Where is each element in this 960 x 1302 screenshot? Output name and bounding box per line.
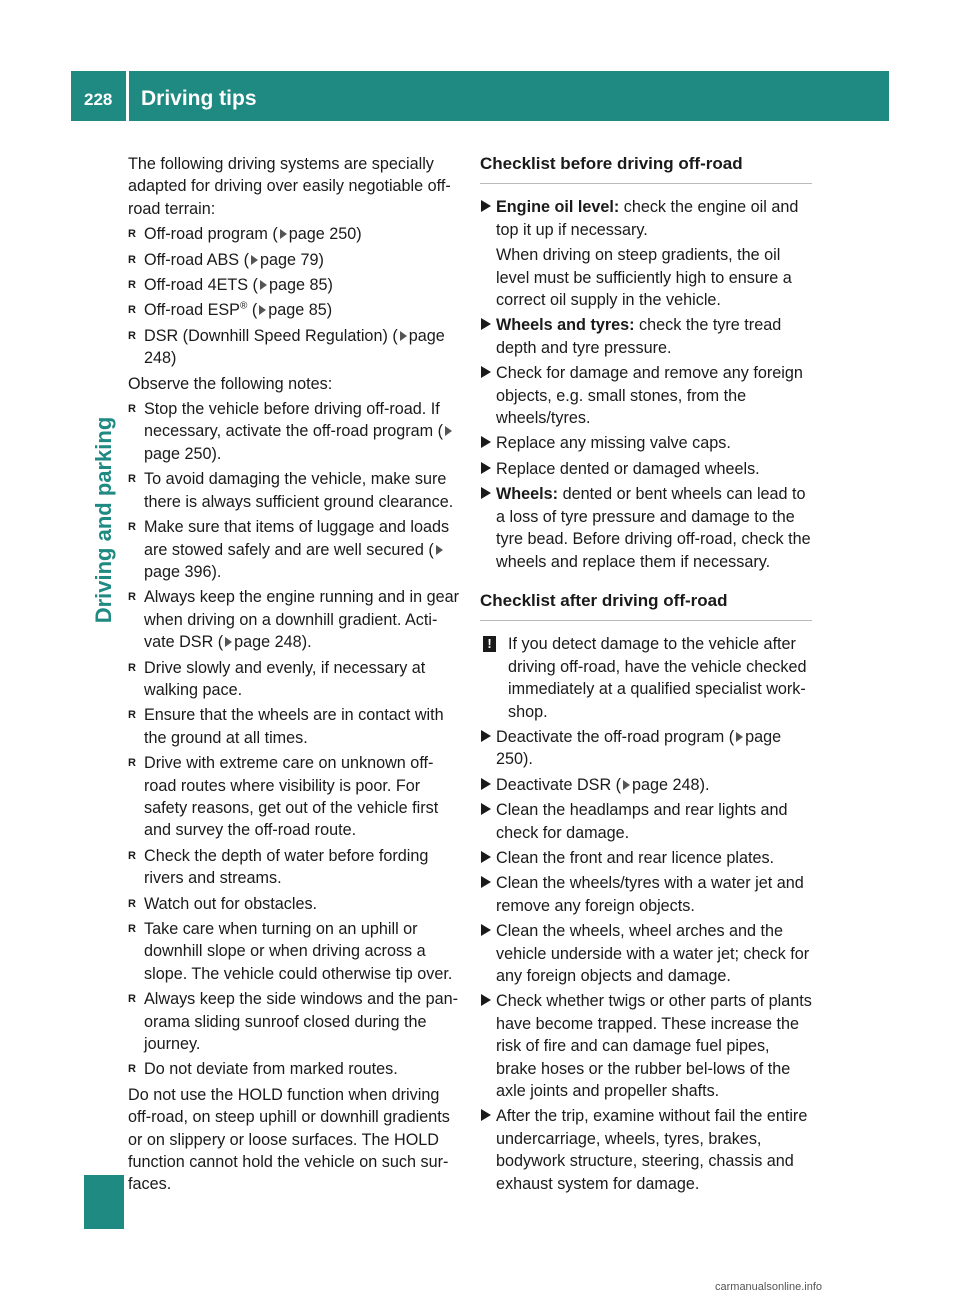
after-heading: Checklist after driving off-road	[480, 590, 812, 621]
notes-list	[128, 398, 462, 1081]
page-reference[interactable]: page 396).	[144, 562, 222, 581]
warning-icon: !	[483, 636, 496, 652]
list-item: Deactivate the off-road program ( page 250).	[480, 726, 812, 771]
page-reference[interactable]: page 248)	[144, 326, 445, 368]
step-arrow-icon	[481, 487, 491, 499]
page-ref-arrow-icon	[259, 305, 266, 315]
hold-note: Do not use the HOLD function when driving off-road, on steep uphill or downhill gradients or on slippery or loose surfaces. The HOLD function cannot hold the vehicle on such sur-faces.	[128, 1085, 450, 1194]
bullet-r-icon: R	[128, 923, 136, 935]
step-arrow-icon	[481, 200, 491, 212]
systems-list	[128, 223, 462, 369]
step-arrow-icon	[481, 778, 491, 790]
bullet-r-icon: R	[128, 849, 136, 862]
list-item: R Always keep the engine running and in gear when driving on a downhill gradient. Acti-vate DSR ( page 248).	[128, 588, 459, 652]
list-item: Wheels: dented or bent wheels can lead to a loss of tyre pressure and damage to the tyre bead. Before driving off-road, check the wheels and replace them if necessary.	[480, 483, 812, 573]
page-reference[interactable]: page 248).	[632, 775, 710, 794]
page-reference[interactable]: page 250)	[288, 225, 362, 244]
list-item: R Take care when turning on an uphill or downhill slope or when driving across a slope. The vehicle could otherwise tip over.	[128, 920, 453, 983]
step-note: When driving on steep gradients, the oil level must be sufficiently high to ensure a correct oil supply in the vehicle.	[496, 246, 792, 310]
side-tab-marker	[84, 1175, 124, 1229]
step-arrow-icon	[481, 803, 491, 815]
right-column	[480, 153, 812, 1198]
step-arrow-icon	[481, 1109, 491, 1121]
list-item: R Drive with extreme care on unknown off-road routes where visibility is poor. For safety reasons, get out of the vehicle first and survey the off-road route.	[128, 754, 439, 840]
bullet-r-icon: R	[128, 709, 136, 722]
list-item: R Watch out for obstacles.	[128, 893, 462, 915]
warning-note: ! If you detect damage to the vehicle after driving off-road, have the vehicle checked immediately at a qualified specialist work-shop.	[480, 633, 812, 723]
page-reference[interactable]: page 85)	[268, 301, 333, 320]
list-item: Wheels and tyres: check the tyre tread depth and tyre pressure.	[480, 314, 812, 359]
list-item: Check for damage and remove any foreign objects, e.g. small stones, from the wheels/tyres.	[480, 362, 812, 429]
bullet-r-icon: R	[128, 661, 136, 674]
watermark: carmanualsonline.info	[715, 1281, 823, 1293]
list-item: After the trip, examine without fail the entire undercarriage, wheels, tyres, brakes, bodywork structure, steering, chassis and exhaust system for damage.	[480, 1105, 812, 1195]
notes-intro: Observe the following notes:	[128, 374, 333, 393]
page-ref-arrow-icon	[280, 229, 287, 239]
bullet-r-icon: R	[128, 993, 136, 1006]
section-title: Driving tips	[141, 87, 257, 110]
page-number: 228	[84, 90, 113, 109]
page-ref-arrow-icon	[445, 426, 452, 436]
step-arrow-icon	[481, 436, 491, 448]
bullet-r-icon: R	[128, 591, 136, 604]
step-arrow-icon	[481, 318, 491, 330]
list-item: Replace dented or damaged wheels.	[480, 458, 812, 480]
page-ref-arrow-icon	[225, 637, 232, 647]
list-item: R Make sure that items of luggage and loads are stowed safely and are well secured (page 396).	[128, 518, 450, 581]
page-reference[interactable]: page 248).	[234, 633, 312, 652]
bullet-r-icon: R	[128, 304, 136, 317]
page-ref-arrow-icon	[260, 280, 267, 290]
header-divider	[126, 71, 129, 121]
step-arrow-icon	[481, 994, 491, 1006]
before-heading: Checklist before driving off-road	[480, 153, 812, 184]
list-item: Engine oil level: check the engine oil and top it up if necessary. When driving on steep gradients, the oil level must be sufficiently high to ensure a correct oil supply in the vehicle.	[480, 196, 812, 311]
list-item: Clean the wheels/tyres with a water jet and remove any foreign objects.	[480, 872, 812, 917]
list-item: R Off-road ABS ( page 79)	[128, 249, 462, 271]
bullet-r-icon: R	[128, 403, 136, 416]
list-item: R Do not deviate from marked routes.	[128, 1058, 462, 1080]
step-arrow-icon	[481, 366, 491, 378]
bullet-r-icon: R	[128, 228, 136, 241]
list-item: R Off-road program ( page 250)	[128, 223, 462, 245]
page-ref-arrow-icon	[623, 780, 630, 790]
list-item: R Always keep the side windows and the pan-orama sliding sunroof closed during the journey.	[128, 990, 459, 1054]
list-item: R DSR (Downhill Speed Regulation) ( page 248)	[128, 326, 445, 368]
list-item: R Off-road 4ETS ( page 85)	[128, 274, 462, 296]
list-item: Clean the wheels, wheel arches and the vehicle underside with a water jet; check for any foreign objects and damage.	[480, 920, 812, 987]
bullet-r-icon: R	[128, 279, 136, 292]
before-steps	[480, 196, 812, 573]
intro-paragraph: The following driving systems are specially adapted for driving over easily negotiable off-road terrain:	[128, 155, 451, 218]
list-item: R Check the depth of water before fording rivers and streams.	[128, 846, 429, 888]
list-item: R To avoid damaging the vehicle, make sure there is always sufficient ground clearance.	[128, 470, 454, 511]
bullet-r-icon: R	[128, 897, 136, 910]
page-ref-arrow-icon	[436, 545, 443, 555]
step-arrow-icon	[481, 851, 491, 863]
bullet-r-icon: R	[128, 1063, 136, 1076]
step-arrow-icon	[481, 462, 491, 474]
list-item: R Ensure that the wheels are in contact with the ground at all times.	[128, 706, 444, 747]
list-item: Check whether twigs or other parts of plants have become trapped. These increase the risk of fire and can damage fuel pipes, brake hoses or the rubber bel-lows of the axle joints and propeller shafts.	[480, 990, 812, 1102]
page-ref-arrow-icon	[736, 732, 743, 742]
list-item: R Stop the vehicle before driving off-road. If necessary, activate the off-road program (page 250).	[128, 398, 462, 465]
list-item: R Drive slowly and evenly, if necessary at walking pace.	[128, 658, 426, 699]
after-steps	[480, 726, 812, 1195]
list-item: Deactivate DSR ( page 248).	[480, 774, 812, 796]
bullet-r-icon: R	[128, 757, 136, 770]
side-tab	[84, 395, 124, 645]
page-ref-arrow-icon	[400, 331, 407, 341]
list-item: Replace any missing valve caps.	[480, 432, 812, 454]
bullet-r-icon: R	[128, 521, 136, 534]
bullet-r-icon: R	[128, 253, 136, 266]
page-reference[interactable]: page 250).	[496, 727, 782, 769]
list-item: Clean the front and rear licence plates.	[480, 847, 812, 869]
page-ref-arrow-icon	[251, 255, 258, 265]
page-reference[interactable]: page 250).	[144, 444, 222, 463]
page-reference[interactable]: page 85)	[268, 276, 333, 295]
side-tab-label: Driving and parking	[91, 416, 116, 624]
left-column	[128, 153, 462, 1199]
step-arrow-icon	[481, 924, 491, 936]
page-reference[interactable]: page 79)	[259, 250, 324, 269]
step-arrow-icon	[481, 876, 491, 888]
list-item: R Off-road ESP® ( page 85)	[128, 299, 462, 321]
registered-mark: ®	[239, 301, 248, 313]
bullet-r-icon: R	[128, 473, 136, 486]
bullet-r-icon: R	[128, 329, 136, 342]
list-item: Clean the headlamps and rear lights and check for damage.	[480, 799, 812, 844]
step-arrow-icon	[481, 730, 491, 742]
